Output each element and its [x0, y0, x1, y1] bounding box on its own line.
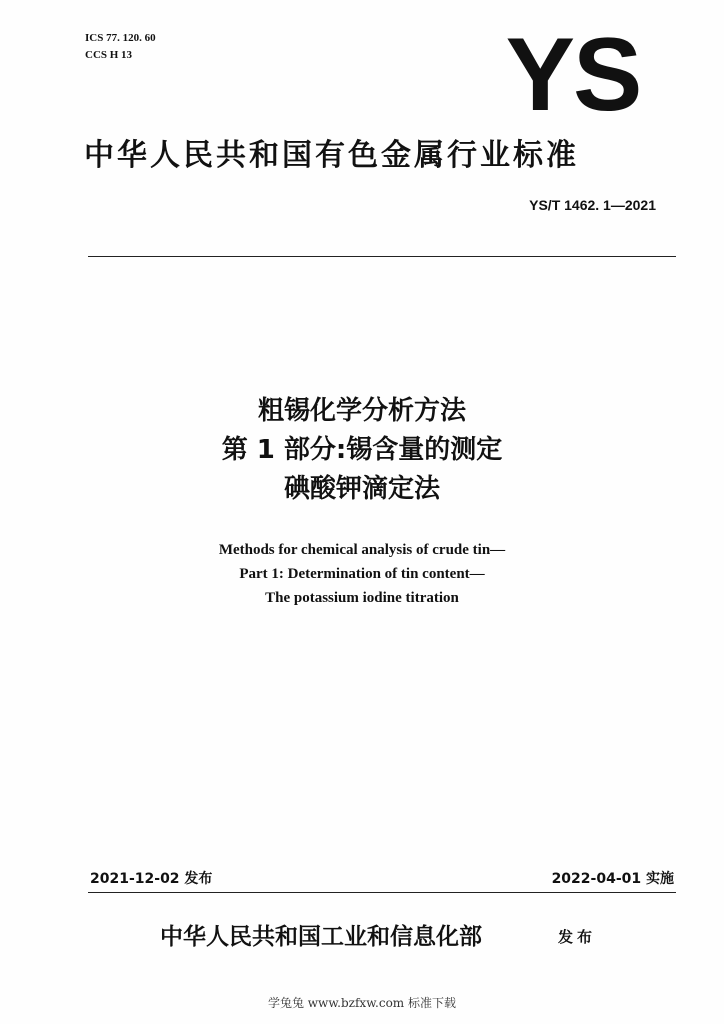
- chinese-title-line-1: 粗锡化学分析方法: [257, 396, 466, 426]
- issuing-authority: 中华人民共和国工业和信息化部: [160, 923, 482, 950]
- implementation-date: 2022-04-01 实施: [551, 871, 674, 887]
- chinese-title-line-3: 碘酸钾滴定法: [283, 474, 440, 504]
- top-divider: [88, 256, 676, 257]
- ys-logo: [498, 26, 648, 118]
- footer-watermark: 学兔兔 www.bzfxw.com 标准下载: [267, 996, 457, 1010]
- english-title: [0, 538, 724, 610]
- english-title-line-1: Methods for chemical analysis of crude tin—: [218, 542, 506, 558]
- classification-codes: [85, 30, 156, 64]
- issue-date: 2021-12-02 发布: [90, 871, 213, 887]
- bottom-divider: [88, 892, 676, 893]
- issue-action: 发布: [558, 928, 597, 946]
- ics-code: ICS 77. 120. 60: [85, 32, 156, 44]
- chinese-title: [0, 392, 724, 509]
- chinese-title-line-2: 第 1 部分:锡含量的测定: [221, 435, 503, 465]
- standard-category: 中华人民共和国有色金属行业标准: [84, 138, 579, 173]
- english-title-line-3: The potassium iodine titration: [265, 590, 459, 606]
- ccs-code: CCS H 13: [85, 49, 133, 61]
- ys-logo-text: YS: [505, 26, 641, 118]
- english-title-line-2: Part 1: Determination of tin content—: [239, 566, 485, 582]
- standard-number: YS/T 1462. 1—2021: [529, 197, 656, 213]
